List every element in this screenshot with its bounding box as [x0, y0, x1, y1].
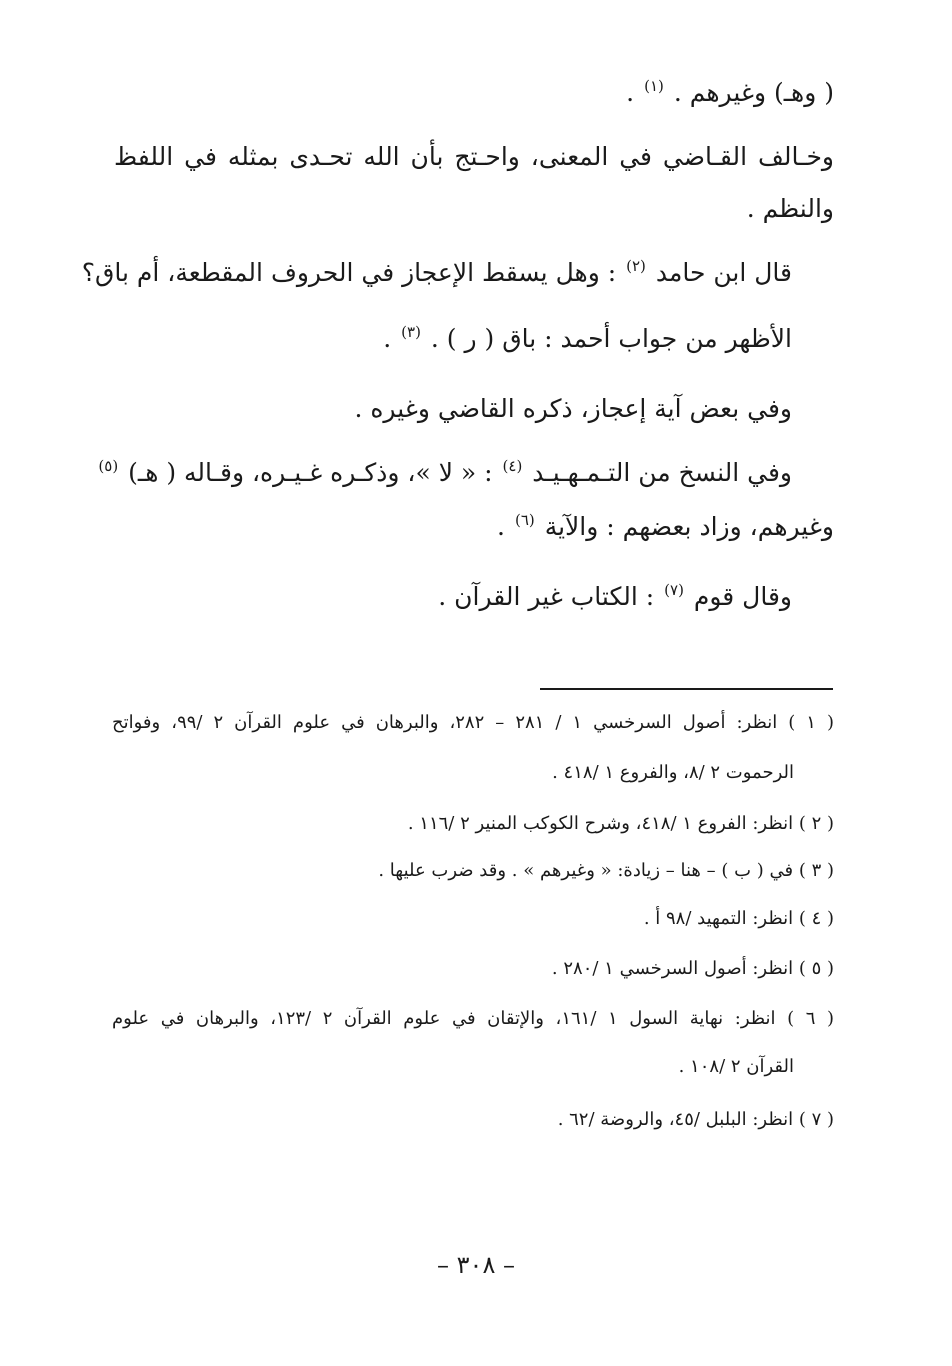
- footnote-6-continued: القرآن ٢ /١٠٨ .: [678, 1056, 794, 1077]
- text-line-5: [383, 322, 792, 359]
- text-segment: وقال قوم: [693, 582, 792, 611]
- footnote-marker: (٦): [514, 511, 535, 529]
- text-line-8: [497, 510, 834, 547]
- text-line-3: [747, 192, 834, 226]
- text-segment: : وهل يسقط الإعجاز في الحروف المقطعة، أم باق؟: [81, 258, 617, 287]
- page-number: – ٣٠٨ –: [437, 1251, 515, 1279]
- footnote-6: ( ٦ ) انظر: نهاية السول ١ /١٦١، والإتقان في علوم القرآن ٢ /١٢٣، والبرهان في علوم: [112, 1008, 834, 1029]
- footnote-marker: (٧): [664, 581, 684, 599]
- text-segment: : الكتاب غير القرآن .: [438, 582, 655, 611]
- text-segment: وفي النسخ من التـمـهـيـد: [532, 458, 792, 487]
- text-line-1: [626, 76, 834, 113]
- footnote-7: ( ٧ ) انظر: البلبل /٤٥، والروضة /٦٢ .: [557, 1109, 834, 1130]
- footnote-2: ( ٢ ) انظر: الفروع ١ /٤١٨، وشرح الكوكب المنير ٢ /١١٦ .: [407, 813, 834, 834]
- text-segment: والنظم .: [746, 194, 834, 223]
- text-line-2: [114, 140, 834, 174]
- footnote-5: ( ٥ ) انظر: أصول السرخسي ١ /٢٨٠ .: [551, 958, 834, 979]
- footnote-marker: (٥): [98, 457, 119, 475]
- footnote-separator: [540, 688, 833, 690]
- text-segment: .: [497, 512, 505, 541]
- text-segment: الأظهر من جواب أحمد : باق ( ر ) .: [430, 324, 792, 353]
- text-segment: .: [626, 78, 635, 107]
- footnote-4: ( ٤ ) انظر: التمهيد /٩٨ أ .: [643, 908, 834, 929]
- text-line-7: [98, 456, 792, 493]
- text-segment: : « لا »، وذكـره غـيـره، وقـاله ( هـ): [128, 458, 493, 487]
- text-segment: وخـالف القـاضي في المعنى، واحـتج بأن الله تحـدى بمثله في اللفظ: [114, 142, 834, 171]
- text-segment: وفي بعض آية إعجاز، ذكره القاضي وغيره .: [354, 394, 792, 423]
- footnote-marker: (٣): [401, 323, 421, 341]
- footnote-marker: (٤): [502, 457, 523, 475]
- text-segment: وغيرهم، وزاد بعضهم : والآية: [544, 512, 834, 541]
- text-line-6: [354, 392, 792, 426]
- footnote-1-continued: الرحموت ٢ /٨، والفروع ١ /٤١٨ .: [552, 762, 794, 783]
- footnote-3: ( ٣ ) في ( ب ) – هنا – زيادة: « وغيرهم » . وقد ضرب عليها .: [378, 860, 834, 881]
- footnote-marker: (١): [644, 77, 664, 95]
- footnote-1: ( ١ ) انظر: أصول السرخسي ١ / ٢٨١ – ٢٨٢، والبرهان في علوم القرآن ٢ /٩٩، وفواتح: [112, 712, 834, 733]
- text-segment: .: [383, 324, 392, 353]
- footnote-marker: (٢): [626, 257, 646, 275]
- text-line-4: [82, 256, 792, 293]
- text-line-9: [438, 580, 792, 617]
- text-segment: قال ابن حامد: [655, 258, 792, 287]
- text-segment: ( وهـ) وغيرهم .: [673, 78, 834, 107]
